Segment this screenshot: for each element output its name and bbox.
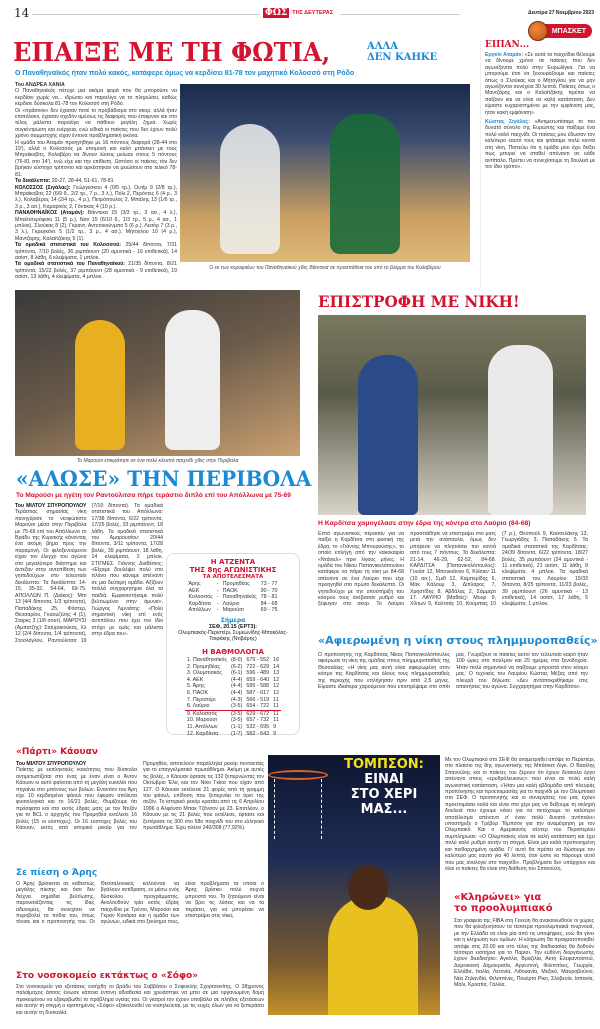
results-title: ΤΑ ΑΠΟΤΕΛΕΣΜΑΤΑ — [202, 574, 264, 580]
lead-headline: ΕΠΑΙΞΕ ΜΕ ΤΗ ΦΩΤΙΑ, — [13, 38, 331, 68]
table-points: 16 — [273, 656, 280, 663]
record: (6-1) — [230, 670, 243, 677]
agenda-box — [166, 553, 300, 735]
basket-net — [274, 779, 322, 839]
lead-byline: Του ΑΝΔΡΕΑ ΧΑΝΙΑ — [15, 82, 65, 88]
maroussi-byline: Του ΜΙΛΤΟΥ ΣΠΥΡΟΠΟΥΛΟΥ — [15, 503, 87, 509]
karditsa-photo — [318, 315, 586, 515]
dash: - — [216, 587, 219, 594]
points-for-against: 679 - 552 — [246, 656, 270, 663]
stat-line: ΚΟΛΟΣΣΟΣ (Σιγάλας): Γεώργεσκου 4 (0/5 τρ.), Ουτίμ 9 (2/8 τρ.), Μπραϊκοβιτς 22 (6/9 δ., 2/2 τρ., 7 ρ., 3 λ.), Πόλι 2, Περόντες 6 (4 ρ., 3 λ.), Κολαβέρος 14 (2/4 τρ., 4 ρ.), Πετρόπουλος 2, Μπάλης 13 (1/6 τρ., 3 ρ., 3 ασ.), Καμαρινός 2, Γόντικας 4 (10 ρ.). — [15, 184, 177, 210]
section-label: ΜΠΑΣΚΕΤ — [551, 27, 586, 35]
standings-title: Η ΒΑΘΜΟΛΟΓΙΑ — [202, 647, 264, 656]
score: 90 - 70 — [260, 587, 278, 594]
standings-row — [185, 710, 281, 717]
player-figure — [488, 345, 553, 515]
dash: - — [216, 581, 219, 587]
player-figure — [75, 320, 125, 450]
player-figure — [358, 355, 418, 515]
stat-line: ΠΑΝΑΘΗΝΑΪΚΟΣ (Αταμάν): Βάιντεκα 15 (3/3 τρ., 3 ασ., 4 λ.), Μπαλτσερόφσκι 11 (5 ρ.), Ναν 15 (6/10 δ., 1/3 τρ., 5 ρ., 4 ασ., 1 μπλοκ), Σλούκας 8 (2), Γκραντ, Αντετοκούνμπο 5 (6 ρ.), Λεσόρ 7 (3 ρ., 3 λ.), Γκρεγκόνε 5 (1/2 τρ., 3 ρ., 4 ασ.), Μήτογλου 10 (4 ρ.), Μαντζαρης, Καλαϊτζάκης 5 (1). — [15, 210, 177, 242]
logo-subtitle: ΤΗΣ ΔΕΥΤΕΡΑΣ — [292, 10, 334, 16]
dedication-article: Ο προπονητής της Καρδίτσας Νίκος Παπανικολόπουλος αφιέρωσε τη νίκη της ομάδας στους πλημμυροπαθείς της Θεσσαλίας: «Η νίκη μας αυτή είναι αφιερωμένη στον κόσμο της Καρδίτσας και όλους τους πλημμυροπαθείς της περιοχής που επλήγησαν πριν από 2,5 μήνες. Είμαστε ιδιαίτερα χαρούμενοι που επιστρέψαμε στο σπίτι μας. Γνωρίζουν οι παίκτες αυτοί τον τελευταίο καιρό ήταν 100 ώρες στο πούλμαν και 25 ημέρες στα ξενοδοχεία. Ήταν πολύ σημαντικό να παίξουμε μπροστά στον κόσμο μας. Ο τεχνικός του Λαυρίου Κώστας Μέξας από την πλευρά του δήλωσε: «Δεν ανταποκριθήκαμε στις απαιτήσεις του αγώνα. Συγχαρητήρια στην Καρδίτσα». — [318, 652, 588, 691]
table-points: 9 — [273, 723, 277, 730]
record: (4-4) — [230, 689, 243, 696]
home-team: Κολοσσός — [188, 594, 213, 601]
maroussi-subtitle: Το Μαρούσι με ηγέτη τον Ραντούλιτσα πήρε τεράστιο διπλό επί του Απόλλωνα με 75-69 — [16, 492, 291, 499]
kauan-text: Παίκτης με εκπληκτικές ικανότητες που δύσκολα αντιμετωπίζεται στο ένας με έναν είναι ο Άντον Κάουαν κι αυτό φαίνεται από τη μεγάλη ευκολία που πηγαίνει στο μπόνους των βολών. Εναντίον του Άρη είχε 10 κερδισμένα φάουλ που έφεραν απόλυτα φυσιολογικά και το 16/21 βολές. Θυμίζουμε ότι πρόσφατα και στο εκτός έδρας ματς με τον Ντιζόν για το BCL ο αρχηγός του Προμηθέα εκτέλεσε 16 βολές (15 οι εύστοχες). Οι 16 εύστοχες βολές του Κάουαν, εκτός από ιστορικό ρεκόρ για τον Προμηθέα, αποτελούν παράλληλα ρεκόρ πενταετίας για το επαγγελματικό πρωτάθλημα. Ακόμη με αυτές τις βολές, ο Κάουαν έφτασε τις 132 ξεπερνώντας τον Οκτώβριο Έλις και τον Νίκο Γκίκα που είχαν από 127. Ο Κάουαν εκτέλεσε 21 φορές από τη γραμμή του φάουλ, επίδοση που ξεπερνάει το όριο της σεζόν. Το ιστορικό ρεκόρ κρατάει από τις 6 Απριλίου 1996 ο Αλφόνσο Μπακ Τζόνσον με 23. Επιπλέον, ο Κάουαν με τις 21 βολές που εκτέλεσε, έφτασε και ξεπέρασε τις 300 στο 58ο παιχνίδι του στο ελληνικό πρωτάθλημα. Έχει πλέον 240/308 (77,92%). — [16, 761, 264, 832]
team: 12. Καρδίτσα — [186, 730, 219, 737]
team: 5. Άρης — [186, 683, 205, 690]
lead-paragraph: Οι «πράσινοι» δεν έχασαν ποτέ το προβάδισμα στο σκορ, αλλά ήταν επιπόλαιοι, έχασαν σχεδόν αμέσως τις διαφορές που έπαιρναν και στο τέλος μάλιστα παραλίγο να πάθουν μεγάλη ζημιά. Χωρίς συγκέντρωση και ενέργεια, ενώ ειδικά οι παίκτες που δεν έχουν πολύ χρόνο συμμετοχής είχαν έντονα προβληματική εικόνα. — [15, 107, 177, 140]
dash: - — [216, 594, 219, 601]
team: 2. Προμηθέας — [186, 663, 221, 670]
team: 1. Παναθηναϊκός — [186, 656, 227, 663]
lead-paragraph: Η ομάδα του Αταμάν προηγήθηκε με 16 πόντους διαφορά (28-44 στο 19'), αλλά ο Κολοσσός με υπομονή και καλό μπάσκετ με τους Μπραϊκοβιτς, Κολαβέρο να δίνουν λύσεις μείωσε στους 5 πόντους (76-81 στο 14'), ενώ είχε και την επίθεση. Ωστόσο οι παίκτες του δεν βρήκαν εύστοχο τρίποντο και αρκέστηκαν να μειώσουν στο τελικό 78-81. — [15, 139, 177, 178]
lead-headline-tail-2: ΔΕΝ ΚΑΗΚΕ — [367, 52, 438, 63]
standings-row — [185, 697, 281, 704]
away-team: Λαύριο — [222, 600, 240, 607]
record: (4-4) — [230, 676, 243, 683]
away-team: Προμηθέας — [222, 581, 250, 587]
maroussi-photo — [15, 290, 300, 456]
home-team: Άρης — [188, 581, 201, 587]
points-for-against: 657 - 732 — [246, 717, 270, 724]
record: (3-5) — [230, 703, 243, 710]
stat-line: Τα ομαδικά στατιστικά του Κολοσσού: 25/44 δίποντα, 7/31 τρίποντα, 7/10 βολές, 36 ριμπάουντ (20 αμυντικά - 16 επιθετικά), 14 ασίστ, 8 λάθη, 6 κλεψίματα, 1 μπλοκ. — [15, 242, 177, 261]
record: (1-1) — [230, 723, 243, 730]
table-points: 12 — [273, 676, 280, 683]
karditsa-article: Επτά αγωνιστικές πέρασαν για να παίξει η Καρδίτσα στη φυσική της έδρα, το «Γιάννης Μπουρούσης», το οποίο επλήγη από την κακοκαιρία «Ντάνιελ» πριν λίγους μήνες. Η ομάδα του Νίκου Παπανικολόπουλου κατάφερε να πάρει τη νίκη με 84-68 απέναντι σε ένα Λαύριο που είχε προηγηθεί στο πρώτο δεκάλεπτο. Οι γηπεδούχοι με την υποστήριξη του κόσμου τους ανέβασαν ρυθμό και ξέφυγαν στο σκορ. Το Λαύριο προσπάθησε να επιστρέψει στο ματς μετά την ανάπαυλα, όμως δεν μπόρεσε να πλησιάσει πιο κοντά από τους 7 πόντους. Τα δεκάλεπτα: 21-14, 46-29, 62-52, 84-68. ΚΑΡΔΙΤΣΑ (Παπανικολόπουλος): Γουάιτ 12, Μπουκιάναν 6, Κλίσιεν 11 (10 ασ.), Σμιθ 12, Καμπερίδης 6, Μακ Κάλουμ 3, Διπλαρος 7, Χρηστίδης 8, Αβδάλας 2, Σάμμερτ 17. ΛΑΥΡΙΟ (Μαθιός): Μουρ 9, Χίλτων 9, Καλτσάς 10, Κούμπιας 10 (7 ρ.), Θεοπούλ 9, Κασσελάκης 13, Γεωργιάδης 3, Παπαδάκης 5. Τα ομαδικά στατιστικά της Καρδίτσας: 24/39 δίποντα, 6/22 τρίποντα, 18/27 βολές, 35 ριμπάουντ (24 αμυντικά - 11 επιθετικά), 21 ασίστ, 11 λάθη, 8 κλεψίματα, 4 μπλοκ. Τα ομαδικά στατιστικά του Λαυρίου: 15/33 δίποντα, 8/25 τρίποντα, 11/23 βολές, 39 ριμπάουντ (26 αμυντικά - 13 επιθετικά), 14 ασίστ, 17 λάθη, 5 κλεψίματα, 1 μπλοκ. — [318, 531, 588, 608]
team: 4. ΑΕΚ — [186, 676, 204, 683]
aris-headline: Σε πίεση ο Άρης — [16, 868, 98, 878]
dash: - — [216, 607, 219, 614]
kauan-byline: Του ΜΙΛΤΟΥ ΣΠΥΡΟΠΟΥΛΟΥ — [16, 761, 87, 767]
lead-headline-tail — [367, 41, 437, 63]
result-row — [187, 607, 280, 614]
sidebar-title: ΕΙΠΑΝ... — [485, 40, 530, 50]
table-points: 14 — [273, 663, 280, 670]
basketball-icon — [528, 21, 548, 41]
team: 10. Μαρούσι — [186, 717, 218, 724]
standings-row — [185, 690, 281, 697]
points-for-against: 659 - 640 — [246, 676, 270, 683]
quote: Κώστας Σιγάλας: «Αντιμετωπίσαμε το πιο δυνατό σύνολο της Ευρώπης και παίξαμε ένα πολύ καλό παιχνίδι. Οι παίκτες μου έδωσαν τον καλύτερο εαυτό τους και φτάσαμε πολύ κοντά στη νίκη. Πιστεύω ότι η ομάδα μου έχει δείξει πως μπορεί να σταθεί απέναντι σε κάθε αντίπαλο. Πρέπει να συνεχίσουμε τη δουλειά με τον ίδιο τρόπο». — [485, 119, 595, 170]
record: (4-3) — [230, 696, 243, 703]
results-table — [187, 581, 280, 614]
record: (6-2) — [230, 663, 243, 670]
sofo-article: Στο νοσοκομείο για εξετάσεις εισήχθη το βράδυ του Σαββάτου ο Σοφοκλής Σχορτσανίτης. Ο 38χρονος παλαίμαχος άσσος ένιωσε κάποια έντονη αδιαθεσία και χρειάστηκε να μπει σε μια οργανωμένη δομή προκειμένου να εξακριβωθεί το πρόβλημα υγείας του. Οι γιατροί τον έχουν υποβάλει σε πλήθος εξετάσεων και αυτήν τη στιγμή ο αγαπημένος «Σόφο» εξακολουθεί να νοσηλεύεται, με τις ευχές όλων για να ξεπεράσει και αυτήν τη δυσκολία. — [16, 984, 264, 1016]
player-figure — [330, 114, 400, 254]
draw-article: Στα γραφεία της FIBA στη Γενεύη θα ανακοινωθούν οι χώρες που θα φιλοξενήσουν τα τέσσερα προολυμπιακά τουρνουά, με την Ελλάδα να είναι μία από τις υποψήφιες, ενώ θα γίνει και η κλήρωση των ομίλων. Η κλήρωση θα πραγματοποιηθεί απόψε στις 20.00 και στο τέλος της διαδικασίας θα δοθούν τέσσερα εισιτήρια για το Παρίσι. Την ευθύνη διοργάνωσης έχουν διεκδικήσει: Αγκόλα, Βραζιλία, Ακτή Ελεφαντοστού, Δομινικανή Δημοκρατία, Αργεντινή, Φιλιππίνες, Γεωργία, Ελλάδα, Ιταλία, Λετονία, Λιθουανία, Μεξικό, Μαυροβούνιο, Νέα Ζηλανδία, Φιλιππίνες, Πουέρτο Ρίκο, Σλοβενία, Ισπανία, Μάλι, Κροατία, Γαλλία. — [454, 918, 594, 989]
record: (3-5) — [230, 710, 243, 717]
away-team: Μαρούσι — [222, 607, 244, 614]
maroussi-photo-caption: Το Μαρούσι επικράτησε σε ένα πολύ κλειστό παιχνίδι χθες στην Περιβόλα — [76, 458, 239, 464]
sofo-headline: Στο νοσοκομείο εκτάκτως ο «Σόφο» — [16, 971, 199, 981]
standings-row — [185, 731, 281, 738]
issue-date: Δευτέρα 27 Νοεμβρίου 2023 — [528, 10, 594, 16]
points-for-against: 654 - 722 — [246, 703, 270, 710]
table-points: 9 — [273, 730, 277, 737]
dedication-headline: «Αφιερωμένη η νίκη στους πλημμυροπαθείς» — [318, 634, 598, 647]
table-points: 11 — [273, 696, 279, 703]
standings-row — [185, 677, 281, 684]
table-points: 13 — [273, 670, 280, 677]
away-team: ΠΑΟΚ — [222, 587, 238, 594]
thompson-overlay: ΤΟΜΠΣΟΝ: ΕΙΝΑΙ ΣΤΟ ΧΕΡΙ ΜΑΣ... — [344, 757, 424, 817]
lead-paragraph: Ο Παναθηναϊκός πέτυχε μια ακόμα φορά που θα μπορούσε να κερδίσει χωρίς να... ιδρώσει και παραλίγο να το πληρώσει, καθώς κέρδισε δύσκολα 81-78 τον Κολοσσό στη Ρόδο. — [15, 88, 177, 108]
team: 6. ΠΑΟΚ — [186, 689, 209, 696]
table-points: 12 — [273, 683, 280, 690]
karditsa-headline: ΕΠΙΣΤΡΟΦΗ ΜΕ ΝΙΚΗ! — [318, 292, 520, 311]
record: (3-5) — [230, 717, 243, 724]
section-badge — [532, 24, 592, 38]
header-rule-left — [32, 14, 260, 15]
team: 9. Κολοσσός — [186, 710, 218, 717]
score: 73 - 77 — [260, 581, 278, 587]
team: 8. Λαύριο — [186, 703, 210, 710]
points-for-against: 596 - 489 — [246, 670, 270, 677]
standings-row — [185, 717, 281, 724]
kauan-article — [16, 761, 264, 857]
points-for-against: 629 - 672 — [246, 710, 270, 717]
stat-line: Τα δεκάλεπτα: 20-27, 28-44, 51-61, 78-81 — [15, 178, 114, 185]
record: (4-4) — [230, 683, 243, 690]
points-for-against: 587 - 617 — [246, 689, 270, 696]
table-points: 11 — [273, 717, 279, 724]
points-for-against: 582 - 643 — [246, 730, 270, 737]
masthead-logo — [263, 8, 333, 18]
team: 7. Περιστέρι — [186, 696, 216, 703]
standings-row — [185, 703, 281, 710]
player-figure — [220, 124, 280, 254]
player-figure — [328, 895, 418, 1015]
today-label: Σήμερα — [220, 616, 246, 624]
lead-photo — [180, 84, 470, 262]
table-points: 12 — [273, 689, 280, 696]
maroussi-headline: «ΑΛΩΣΕ» ΤΗΝ ΠΕΡΙΒΟΛΑ — [16, 466, 312, 491]
today-time: ΣΕΦ, 20.15 (ΕΡΤ3): — [208, 623, 258, 630]
aris-article: Ο Άρης βρίσκεται σε καθεστώς μεγάλης πίεσης και όσο δεν δείχνει σημάδια βελτίωσης, παρουσιάζοντας τις ίδιες αδυναμίες, θα συνεχίσει να πυροβολεί τα πόδια του, όπως τόνισε και ο προπονητής του. Οι Θεσσαλονικείς καλούνται να βγάλουν αντίδραση, εν μέσω ενός δύσκολου προγράμματος. Ακολουθούν τρία εκτός έδρας παιχνίδια με Τρέντο, Μαρούσι και Γκραν Κανάρια και η ομάδα των αγώνων, ειδικά στο ξεκίνημα τους, είναι προβλήματα τα οποία ο Άρης βρίσκει πολύ συχνά μπροστά του. Το ζητούμενο είναι να βρει τις λύσεις και να τα περάσει, για να μπορέσει να επιστρέψει στις νίκες. — [16, 881, 264, 926]
lead-article — [15, 82, 177, 281]
today-match: Ολυμπιακός-Περιστέρι, Συμεωνίδης-Μπακόλας-Τσιφάκης (Ντιβάρης) — [178, 629, 288, 642]
record: (1-7) — [230, 730, 243, 737]
lead-photo-caption: Ο εκ των κορυφαίων του Παναθηναϊκού χθες Βάιντεκα σε προσπάθεια του υπό το βλέμμα του Κολαβέρου — [209, 265, 441, 271]
score: 69 - 75 — [260, 607, 278, 614]
points-for-against: 722 - 629 — [246, 663, 270, 670]
score: 78 - 81 — [260, 594, 278, 601]
dash: - — [216, 600, 219, 607]
maroussi-article — [15, 503, 163, 743]
logo-mark: ΦΩΣ — [265, 8, 288, 18]
page-number: 14 — [14, 6, 30, 20]
points-for-against: 532 - 695 — [246, 723, 270, 730]
quotes-sidebar — [480, 40, 595, 288]
lead-subtitle: Ο Παναθηναϊκός ήταν πολύ κακός, κατάφερε όμως να κερδίσει 81-78 τον μαχητικό Κολοσσό στη Ρόδο — [15, 70, 355, 77]
result-row — [187, 581, 280, 588]
stat-line: Τα ομαδικά στατιστικά του Παναθηναϊκού: 21/35 δίποντα, 8/21 τρίποντα, 15/22 βολές, 37 ριμπάουντ (28 αμυντικά - 9 επιθετικά), 19 ασίστ, 13 λάθη, 4 κλεψίματα, 4 μπλοκ. — [15, 261, 177, 281]
draw-headline: «Κληρώνει» για το προολυμπιακό — [454, 892, 553, 914]
thompson-article: Με τον Ολυμπιακό στο ΣΕΦ θα αναμετρηθεί απόψε το Περιστέρι, στο πλαίσιο της 8ης αγωνιστικής της Μπάσκετ Λιγκ. Ο Βασίλης Σπανούλης και οι παίκτες του ξέρουν ότι έχουν δύσκολο έργο απέναντι στους «ερυθρόλευκους» που είναι σε πολύ καλή αγωνιστική κατάσταση. «Ήταν μια καλή εβδομάδα από πλευράς προπόνησης και προετοιμασίας για το παιχνίδι με τον Ολυμπιακό στο ΣΕΦ. Ο προπονητής και οι συνεργάτες του μας έχουν προετοιμάσει καλά και είναι στο χέρι μας να δείξουμε τη σκληρή δουλειά που έχουμε κάνει για να πετύχουμε το καλύτερο αποτέλεσμα απέναντι σ' έναν πολύ δυνατό αντίπαλο» υποστήριξε ο Τρέβορ Τόμπσον για την αναμέτρηση με τον Ολυμπιακό. Και ο Αμερικανός σέντερ του Περιστερίου συμπλήρωσε: «Ο Ολυμπιακός είναι σε καλή κατάσταση και έχει πολύ καλό ρυθμό αυτήν τη στιγμή. Είναι μια καλά προπονημένη και πειθαρχημένη ομάδα. Γι' αυτό θα πρέπει να δώσουμε τον καλύτερο μας εαυτό για 40 λεπτά, έτσι ώστε να πάρουμε αυτό που μας αναλογεί στο παιχνίδι». Προβλήματα δεν υπάρχουν και όλοι οι παίκτες θα είναι στη διάθεση του Σπανούλη. — [445, 757, 595, 872]
table-points: 11 — [273, 703, 279, 710]
standings-table — [185, 657, 281, 737]
table-points: 11 — [273, 710, 279, 717]
home-team: ΑΕΚ — [188, 587, 200, 594]
team: 11. Απόλλων — [186, 723, 218, 730]
result-row — [187, 594, 280, 601]
team: 3. Ολυμπιακός — [186, 670, 222, 677]
maroussi-text: Τεράστιας σημασίας νίκη πανηγύρισε το νεοφώτιστο Μαρούσι μέσα στην Περιβόλα με 75-69 επί του Απόλλωνα το Βράδυ της Κυριακής κάνοντας ένα ακόμη βήμα προς την παραμονή. Οι φιλοξενούμενοι είχαν τον έλεγχο του αγώνα στο μεγαλύτερο διάστημα και άντεξαν στην αντεπίθεση των γηπεδούχων στο τελευταίο δεκάλεπτο. Τα δεκάλεπτα: 14-15, 35-32, 54-64, 69-75. ΑΠΟΛΛΩΝ Π. (Διάκος): Μπι 13 (4/4 δίποντα, 1/3 τρίποντα), Παπαδάκης 25, Φόστερ, Θεοσαρίου, Γκαουζέλης 4 (1), Σταρκς 3 (1/8 σουτ). ΜΑΡΟΥΣΙ (Αμπατζής): Σταυρακούκας, Χλ 12 (2/4 δίποντα, 1/4 τρίποντα), Στοσλόγλου, Ραντούλιτσα 19 (7/10 δίποντα). Τα ομαδικά στατιστικά του Απόλλωνα: 17/38 δίποντα, 6/22 τρίποντα, 17/25 βολές, 33 ριμπάουντ, 18 λάθη. Τα ομαδικά στατιστικά του Αμαρουσίου: 20/44 δίποντα, 3/11 τρίποντα, 17/28 βολές, 39 ριμπάουντ, 18 λάθη, 14 κλεψίματα, 2 μπλοκ. ΣΤΙΓΜΕΣ. Γιάννης Διαθέσιος: «Είχαμε δουλέψει πολύ στο πλάνο που κάναμε απέναντι σε μια δεύτερη ομάδα. Αξίζουν πολλά συγχαρητήρια όλα τα παιδιά. Εμφανιστήκαμε πολύ βελτιωμένοι στην άμυνα». Γιώργος Λιμνιάτης: «Πολύ σημαντική νίκη επί ενός αντιπάλου που έχει τον ίδιο στόχο με εμάς και μάλιστα στην έδρα του». — [15, 503, 163, 644]
kauan-headline: «Πάρτι» Κάουαν — [16, 747, 98, 757]
player-head — [348, 865, 388, 910]
away-team: Παναθηναϊκός — [222, 594, 257, 601]
home-team: Απόλλων — [188, 607, 211, 614]
lead-headline-tail-1: ΑΛΛΑ — [367, 41, 399, 52]
points-for-against: 595 - 588 — [246, 683, 270, 690]
player-figure — [165, 310, 220, 450]
agenda-subtitle: ΤΗΣ 8ης ΑΓΩΝΙΣΤΙΚΗΣ — [189, 566, 277, 574]
standings-row — [185, 683, 281, 690]
karditsa-subtitle: Η Καρδίτσα χαμογέλασε στην έδρα της κόντρα στο Λαύριο (84-68) — [318, 520, 531, 527]
home-team: Καρδίτσα — [188, 600, 211, 607]
quote: Εργκίν Αταμάν: «Σε αυτά τα παιχνίδια θέλουμε να δίνουμε χρόνο σε παίκτες που δεν αγωνίζονται πολύ στην Ευρωλίγκα. Για να μπορούμε έτσι να ξεκουράζουμε και παίκτες όπως ο Σλούκας και ο Μήτογλου για να μην αγωνίζονται συνέχεια 30 λεπτά. Παίκτες όπως ο Μαντζάρης και ο Καλαϊτζάκης πρέπει να παίζουν και να είναι σε καλή κατάσταση. Δεν είμαστε ευχαριστημένοι με την εμφάνιση μας, ήταν κακή εμφάνιση». — [485, 52, 595, 116]
score: 84 - 68 — [260, 600, 278, 607]
header-rule-right — [340, 14, 460, 15]
points-for-against: 566 - 519 — [246, 696, 270, 703]
standings-row — [185, 724, 281, 731]
standings-row — [185, 670, 281, 677]
standings-row — [185, 657, 281, 664]
record: (8-0) — [230, 656, 243, 663]
agenda-title: Η ΑΤΖΕΝΤΑ — [210, 558, 256, 566]
